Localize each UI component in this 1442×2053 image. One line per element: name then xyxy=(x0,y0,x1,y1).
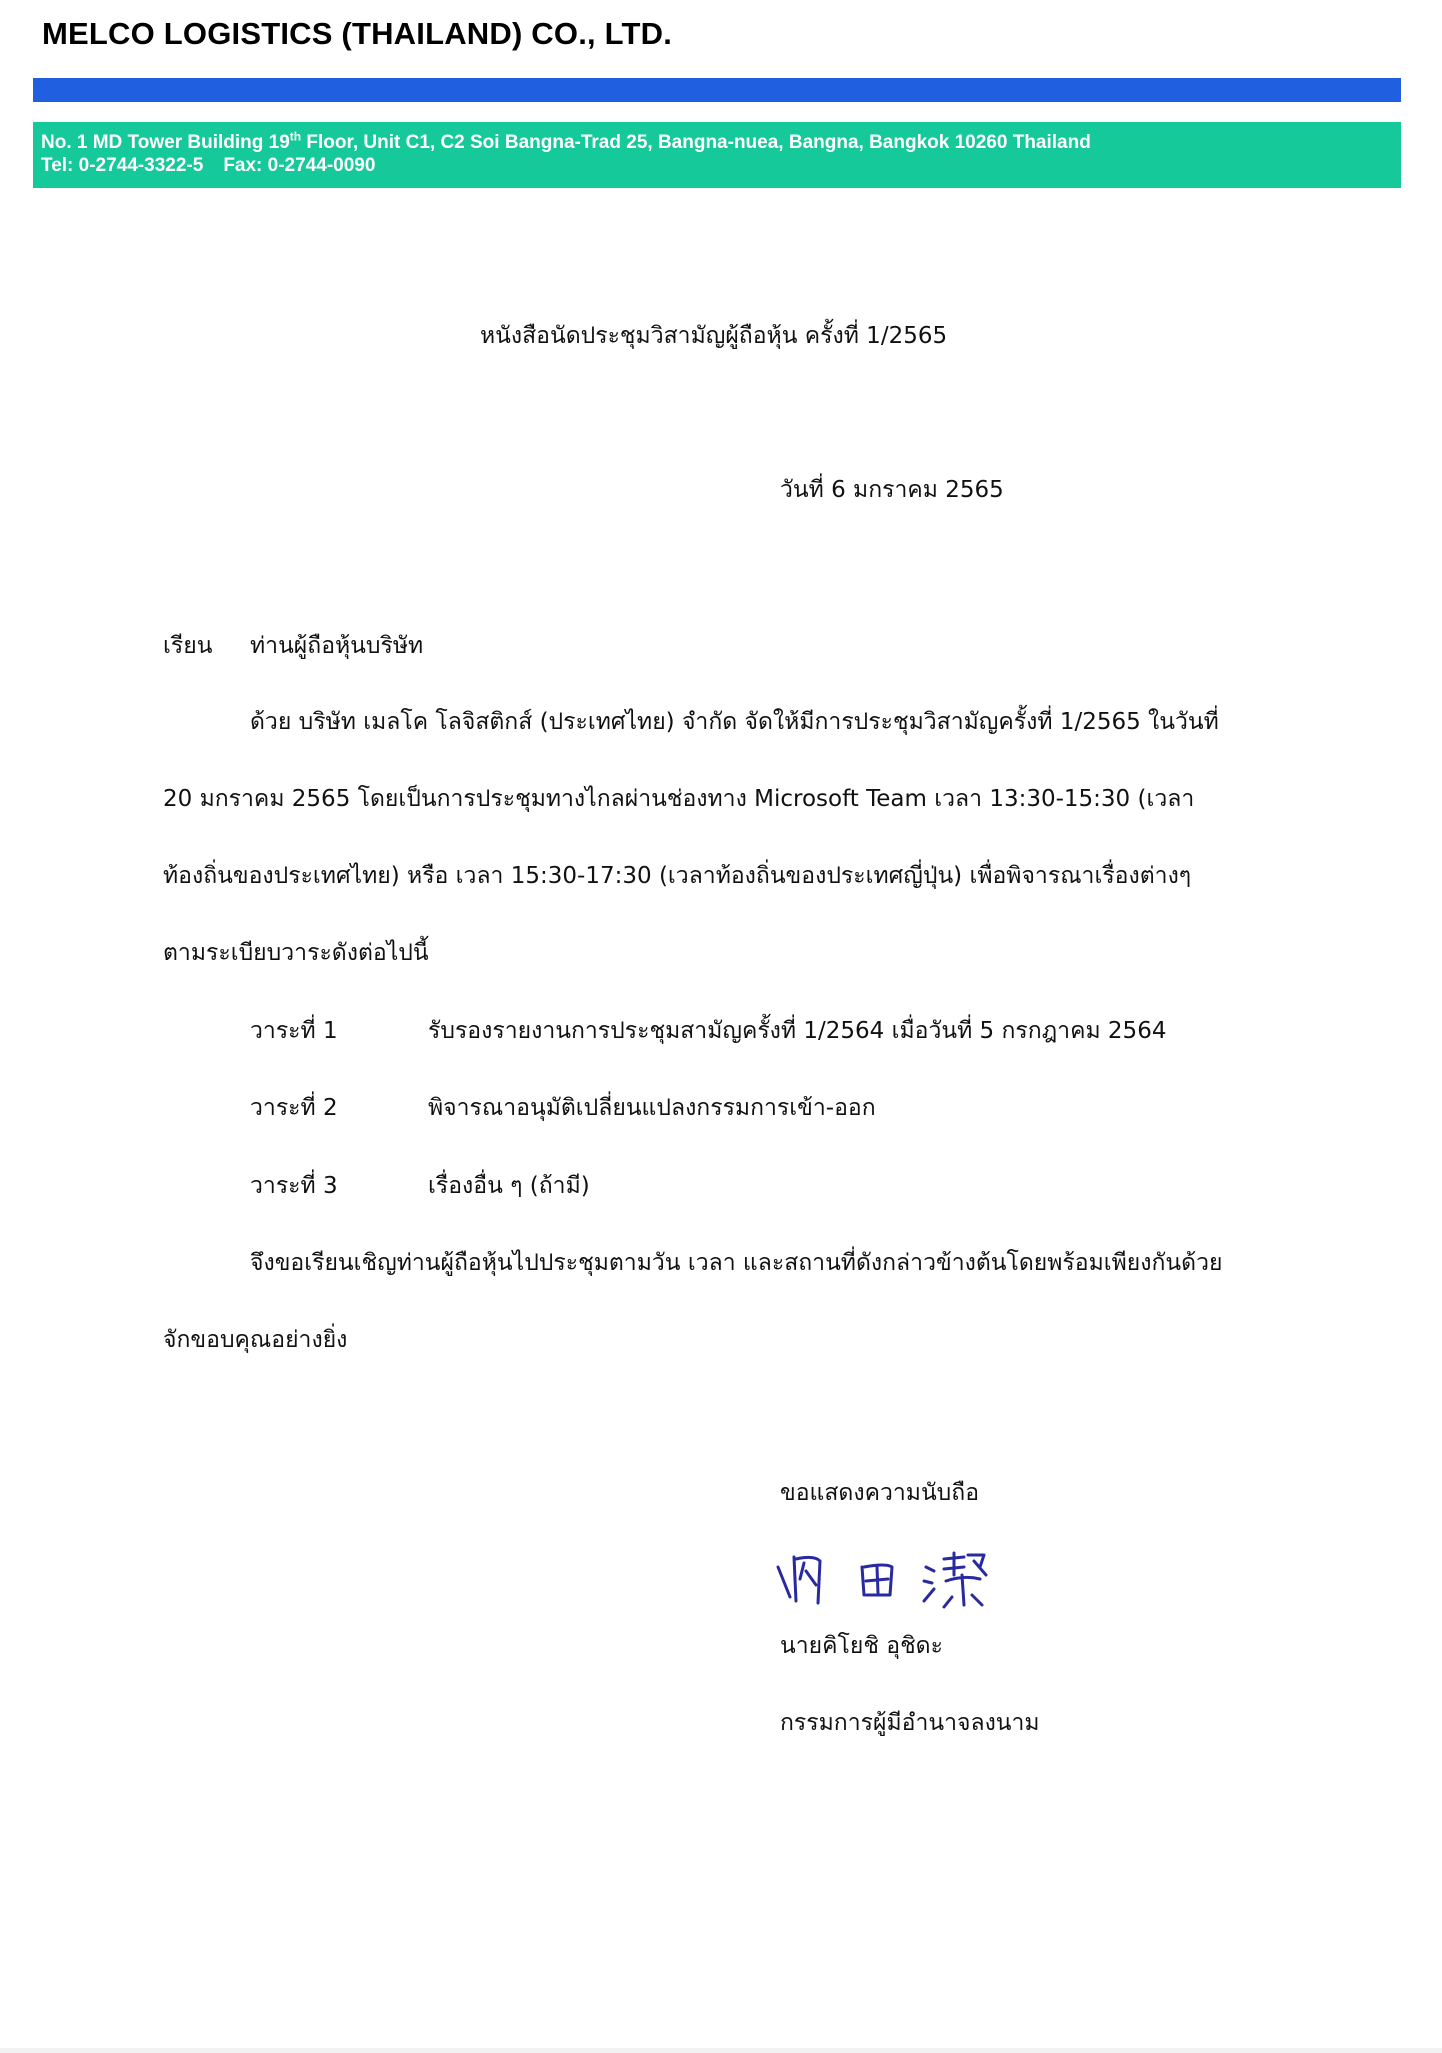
address-part1: No. 1 MD Tower Building 19 xyxy=(41,132,290,153)
agenda-item-2-text: พิจารณาอนุมัติเปลี่ยนแปลงกรรมการเข้า-ออก xyxy=(428,1095,876,1121)
salutation-label: เรียน xyxy=(163,633,213,659)
letter-date: วันที่ 6 มกราคม 2565 xyxy=(780,477,1004,503)
regards: ขอแสดงความนับถือ xyxy=(780,1480,980,1506)
handwritten-signature xyxy=(768,1545,1018,1617)
body-line: ท้องถิ่นของประเทศไทย) หรือ เวลา 15:30-17:30 (เวลาท้องถิ่นของประเทศญี่ปุ่น) เพื่อพิจารณาเรื่องต่างๆ xyxy=(163,863,1192,889)
header-address-bar xyxy=(33,122,1401,188)
address-part2: Floor, Unit C1, C2 Soi Bangna-Trad 25, Bangna-nuea, Bangna, Bangkok 10260 Thailand xyxy=(301,132,1091,153)
agenda-item-1-text: รับรองรายงานการประชุมสามัญครั้งที่ 1/2564 เมื่อวันที่ 5 กรกฎาคม 2564 xyxy=(428,1018,1167,1044)
tel-number: Tel: 0-2744-3322-5 xyxy=(41,155,204,176)
signer-title: กรรมการผู้มีอำนาจลงนาม xyxy=(780,1710,1040,1736)
agenda-item-3-text: เรื่องอื่น ๆ (ถ้ามี) xyxy=(428,1173,590,1199)
agenda-item-2-label: วาระที่ 2 xyxy=(250,1095,338,1121)
salutation-recipient: ท่านผู้ถือหุ้นบริษัท xyxy=(250,633,424,659)
body-line: ด้วย บริษัท เมลโค โลจิสติกส์ (ประเทศไทย) จำกัด จัดให้มีการประชุมวิสามัญครั้งที่ 1/2565 ในวันที่ xyxy=(250,709,1219,735)
body-line: 20 มกราคม 2565 โดยเป็นการประชุมทางไกลผ่านช่องทาง Microsoft Team เวลา 13:30-15:30 (เวลา xyxy=(163,786,1195,812)
address-floor-suffix: th xyxy=(289,129,302,144)
signer-name: นายคิโยชิ อุชิดะ xyxy=(780,1633,943,1659)
closing-line: จักขอบคุณอย่างยิ่ง xyxy=(163,1327,348,1353)
page-bottom-edge xyxy=(0,2048,1442,2053)
letter-title: หนังสือนัดประชุมวิสามัญผู้ถือหุ้น ครั้งที่ 1/2565 xyxy=(480,323,948,349)
company-name: MELCO LOGISTICS (THAILAND) CO., LTD. xyxy=(42,16,673,51)
closing-line: จึงขอเรียนเชิญท่านผู้ถือหุ้นไปประชุมตามวัน เวลา และสถานที่ดังกล่าวข้างต้นโดยพร้อมเพียงกันด้วย xyxy=(250,1250,1223,1276)
fax-number: Fax: 0-2744-0090 xyxy=(223,155,376,176)
agenda-item-1-label: วาระที่ 1 xyxy=(250,1018,338,1044)
address-line xyxy=(41,129,1091,154)
body-line: ตามระเบียบวาระดังต่อไปนี้ xyxy=(163,940,429,966)
header-blue-bar xyxy=(33,78,1401,102)
contact-line xyxy=(41,155,375,177)
agenda-item-3-label: วาระที่ 3 xyxy=(250,1173,338,1199)
